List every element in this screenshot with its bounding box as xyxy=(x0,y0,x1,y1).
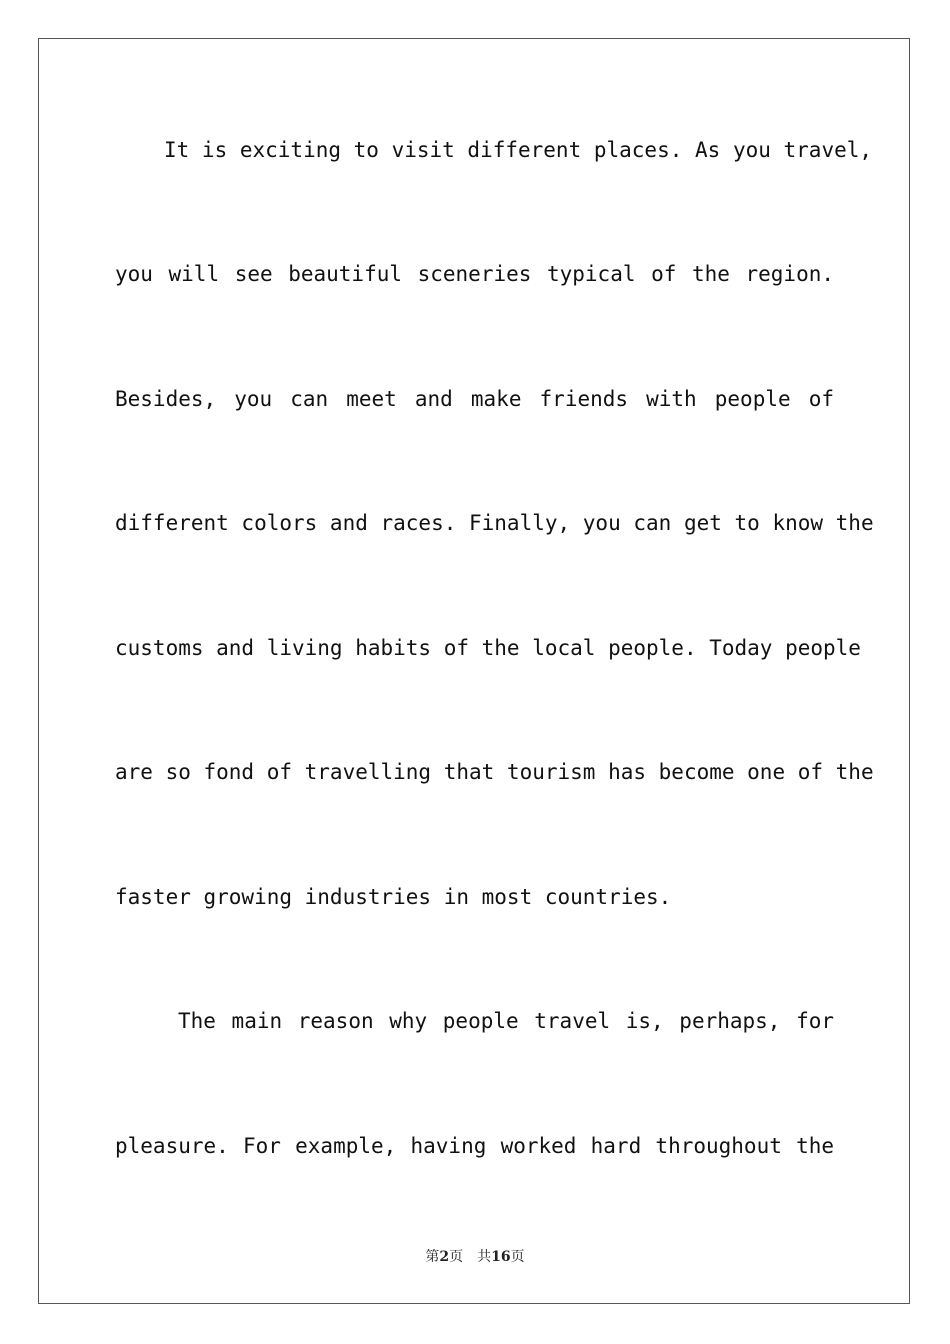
paragraph-1-line-4: different colors and races. Finally, you can get to know the xyxy=(115,511,874,535)
page-number: 2 xyxy=(439,1249,450,1265)
paragraph-2-line-2: pleasure. For example, having worked hard throughout the xyxy=(115,1134,834,1158)
paragraph-2-line-1: The main reason why people travel is, perhaps, for xyxy=(178,1009,834,1033)
paragraph-1-line-3: Besides, you can meet and make friends with people of xyxy=(115,387,834,411)
page-prefix: 第 xyxy=(425,1249,440,1265)
paragraph-1-line-7: faster growing industries in most countries. xyxy=(115,885,672,909)
page-footer xyxy=(0,1248,950,1266)
paragraph-1-line-5: customs and living habits of the local people. Today people xyxy=(115,636,861,660)
page-suffix: 页 xyxy=(449,1249,464,1265)
total-prefix: 共 xyxy=(477,1249,492,1265)
total-pages: 16 xyxy=(491,1249,511,1265)
page-border xyxy=(38,38,910,1304)
paragraph-1-line-2: you will see beautiful sceneries typical of the region. xyxy=(115,262,834,286)
total-suffix: 页 xyxy=(510,1249,525,1265)
paragraph-1-line-1: It is exciting to visit different places. As you travel, xyxy=(164,138,873,162)
paragraph-1-line-6: are so fond of travelling that tourism has become one of the xyxy=(115,760,874,784)
